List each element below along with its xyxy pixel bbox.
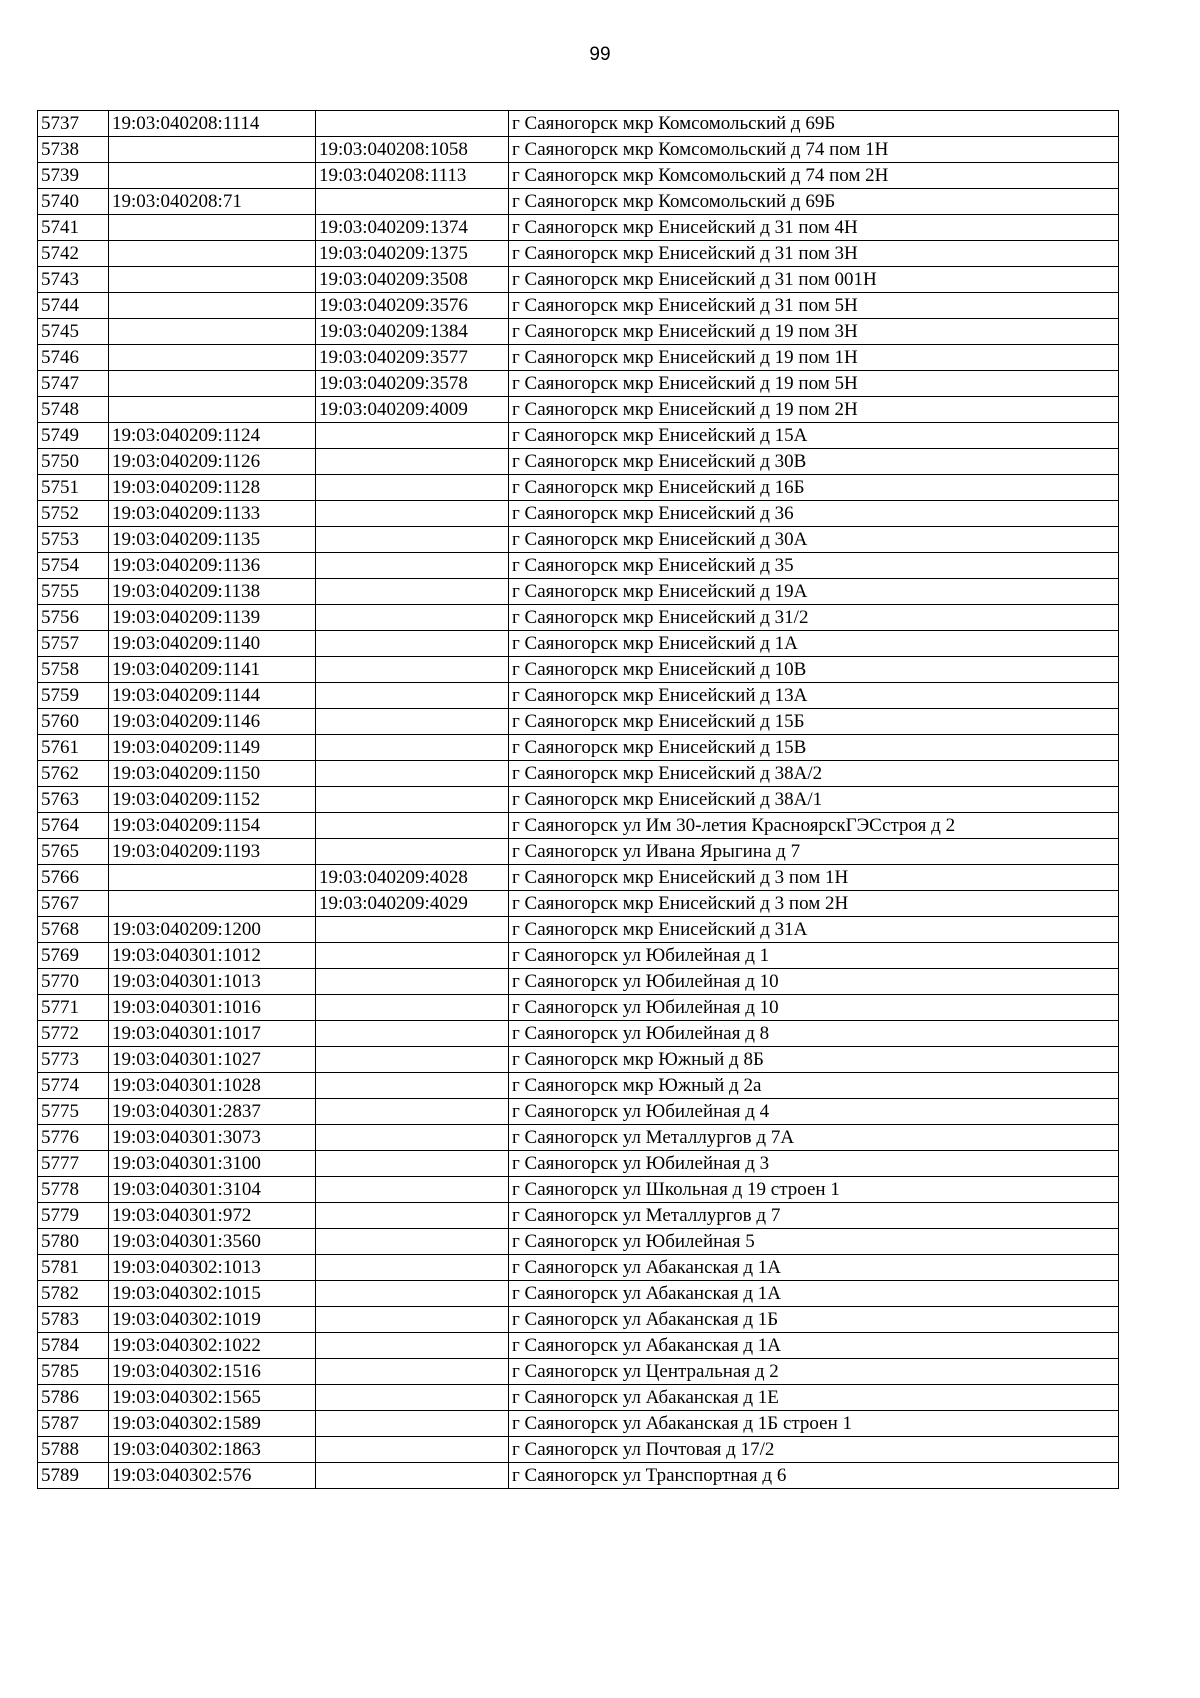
table-row <box>38 709 1119 735</box>
room-cadastral-number-cell <box>316 1203 509 1229</box>
address-cell: г Саяногорск мкр Енисейский д 19А <box>509 579 1119 605</box>
room-cadastral-number-cell <box>316 501 509 527</box>
cadastral-number-cell: 19:03:040209:1136 <box>109 553 316 579</box>
address-cell: г Саяногорск мкр Енисейский д 3 пом 1Н <box>509 865 1119 891</box>
table-row <box>38 293 1119 319</box>
cadastral-number-cell <box>109 293 316 319</box>
table-row <box>38 1151 1119 1177</box>
room-cadastral-number-cell <box>316 735 509 761</box>
row-number-cell: 5783 <box>38 1307 109 1333</box>
address-cell: г Саяногорск ул Юбилейная 5 <box>509 1229 1119 1255</box>
address-cell: г Саяногорск мкр Енисейский д 15В <box>509 735 1119 761</box>
address-cell: г Саяногорск ул Металлургов д 7 <box>509 1203 1119 1229</box>
table-row <box>38 1411 1119 1437</box>
row-number-cell: 5770 <box>38 969 109 995</box>
row-number-cell: 5786 <box>38 1385 109 1411</box>
address-cell: г Саяногорск мкр Енисейский д 15Б <box>509 709 1119 735</box>
address-cell: г Саяногорск ул Абаканская д 1Е <box>509 1385 1119 1411</box>
room-cadastral-number-cell <box>316 995 509 1021</box>
table-row <box>38 449 1119 475</box>
cadastral-number-cell <box>109 241 316 267</box>
room-cadastral-number-cell <box>316 813 509 839</box>
table-row <box>38 345 1119 371</box>
cadastral-number-cell: 19:03:040209:1193 <box>109 839 316 865</box>
row-number-cell: 5749 <box>38 423 109 449</box>
room-cadastral-number-cell <box>316 1125 509 1151</box>
cadastral-number-cell: 19:03:040301:1016 <box>109 995 316 1021</box>
row-number-cell: 5769 <box>38 943 109 969</box>
row-number-cell: 5755 <box>38 579 109 605</box>
room-cadastral-number-cell <box>316 1333 509 1359</box>
table-row <box>38 1047 1119 1073</box>
row-number-cell: 5785 <box>38 1359 109 1385</box>
row-number-cell: 5741 <box>38 215 109 241</box>
row-number-cell: 5758 <box>38 657 109 683</box>
room-cadastral-number-cell <box>316 1281 509 1307</box>
room-cadastral-number-cell <box>316 1047 509 1073</box>
room-cadastral-number-cell <box>316 1177 509 1203</box>
room-cadastral-number-cell <box>316 1021 509 1047</box>
address-cell: г Саяногорск мкр Енисейский д 1А <box>509 631 1119 657</box>
cadastral-number-cell: 19:03:040209:1150 <box>109 761 316 787</box>
address-cell: г Саяногорск ул Абаканская д 1А <box>509 1255 1119 1281</box>
room-cadastral-number-cell <box>316 1411 509 1437</box>
cadastral-number-cell: 19:03:040301:3100 <box>109 1151 316 1177</box>
room-cadastral-number-cell <box>316 787 509 813</box>
row-number-cell: 5761 <box>38 735 109 761</box>
room-cadastral-number-cell <box>316 449 509 475</box>
row-number-cell: 5737 <box>38 111 109 137</box>
cadastral-number-cell: 19:03:040209:1200 <box>109 917 316 943</box>
row-number-cell: 5750 <box>38 449 109 475</box>
table-row <box>38 111 1119 137</box>
address-cell: г Саяногорск мкр Енисейский д 35 <box>509 553 1119 579</box>
cadastral-number-cell: 19:03:040209:1133 <box>109 501 316 527</box>
cadastral-number-cell: 19:03:040209:1135 <box>109 527 316 553</box>
row-number-cell: 5771 <box>38 995 109 1021</box>
room-cadastral-number-cell <box>316 605 509 631</box>
room-cadastral-number-cell <box>316 709 509 735</box>
cadastral-number-cell <box>109 267 316 293</box>
row-number-cell: 5775 <box>38 1099 109 1125</box>
row-number-cell: 5768 <box>38 917 109 943</box>
row-number-cell: 5773 <box>38 1047 109 1073</box>
room-cadastral-number-cell <box>316 553 509 579</box>
address-cell: г Саяногорск мкр Енисейский д 19 пом 3Н <box>509 319 1119 345</box>
table-row <box>38 1281 1119 1307</box>
row-number-cell: 5764 <box>38 813 109 839</box>
cadastral-number-cell <box>109 865 316 891</box>
row-number-cell: 5772 <box>38 1021 109 1047</box>
table-row <box>38 995 1119 1021</box>
address-cell: г Саяногорск ул Транспортная д 6 <box>509 1463 1119 1489</box>
address-cell: г Саяногорск мкр Енисейский д 19 пом 1Н <box>509 345 1119 371</box>
row-number-cell: 5738 <box>38 137 109 163</box>
room-cadastral-number-cell <box>316 943 509 969</box>
row-number-cell: 5780 <box>38 1229 109 1255</box>
cadastral-number-cell <box>109 215 316 241</box>
table-row <box>38 891 1119 917</box>
cadastral-number-cell: 19:03:040209:1149 <box>109 735 316 761</box>
room-cadastral-number-cell <box>316 1463 509 1489</box>
row-number-cell: 5752 <box>38 501 109 527</box>
cadastral-number-cell: 19:03:040302:1015 <box>109 1281 316 1307</box>
address-cell: г Саяногорск ул Абаканская д 1А <box>509 1281 1119 1307</box>
row-number-cell: 5766 <box>38 865 109 891</box>
address-cell: г Саяногорск ул Абаканская д 1Б <box>509 1307 1119 1333</box>
room-cadastral-number-cell: 19:03:040209:3578 <box>316 371 509 397</box>
table-row <box>38 553 1119 579</box>
address-cell: г Саяногорск ул Им 30-летия КрасноярскГЭСстроя д 2 <box>509 813 1119 839</box>
table-row <box>38 371 1119 397</box>
cadastral-number-cell: 19:03:040209:1152 <box>109 787 316 813</box>
address-cell: г Саяногорск ул Юбилейная д 8 <box>509 1021 1119 1047</box>
address-cell: г Саяногорск мкр Комсомольский д 74 пом 2Н <box>509 163 1119 189</box>
table-row <box>38 605 1119 631</box>
table-row <box>38 865 1119 891</box>
cadastral-number-cell: 19:03:040301:1012 <box>109 943 316 969</box>
row-number-cell: 5778 <box>38 1177 109 1203</box>
room-cadastral-number-cell: 19:03:040209:4009 <box>316 397 509 423</box>
table-row <box>38 1021 1119 1047</box>
address-cell: г Саяногорск мкр Енисейский д 31 пом 5Н <box>509 293 1119 319</box>
table-row <box>38 163 1119 189</box>
cadastral-number-cell: 19:03:040209:1154 <box>109 813 316 839</box>
address-cell: г Саяногорск мкр Комсомольский д 69Б <box>509 111 1119 137</box>
address-cell: г Саяногорск мкр Енисейский д 3 пом 2Н <box>509 891 1119 917</box>
table-row <box>38 527 1119 553</box>
room-cadastral-number-cell <box>316 761 509 787</box>
room-cadastral-number-cell: 19:03:040209:4029 <box>316 891 509 917</box>
cadastral-number-cell: 19:03:040302:1863 <box>109 1437 316 1463</box>
row-number-cell: 5777 <box>38 1151 109 1177</box>
address-cell: г Саяногорск ул Юбилейная д 4 <box>509 1099 1119 1125</box>
cadastral-number-cell: 19:03:040302:1013 <box>109 1255 316 1281</box>
table-row <box>38 1099 1119 1125</box>
table-row <box>38 943 1119 969</box>
row-number-cell: 5781 <box>38 1255 109 1281</box>
address-cell: г Саяногорск ул Абаканская д 1А <box>509 1333 1119 1359</box>
cadastral-number-cell: 19:03:040301:3073 <box>109 1125 316 1151</box>
cadastral-number-cell: 19:03:040209:1144 <box>109 683 316 709</box>
row-number-cell: 5763 <box>38 787 109 813</box>
room-cadastral-number-cell <box>316 839 509 865</box>
table-row <box>38 917 1119 943</box>
table-row <box>38 1177 1119 1203</box>
table-row <box>38 683 1119 709</box>
table-row <box>38 1203 1119 1229</box>
address-cell: г Саяногорск ул Ивана Ярыгина д 7 <box>509 839 1119 865</box>
room-cadastral-number-cell: 19:03:040209:3576 <box>316 293 509 319</box>
row-number-cell: 5787 <box>38 1411 109 1437</box>
row-number-cell: 5784 <box>38 1333 109 1359</box>
room-cadastral-number-cell <box>316 1151 509 1177</box>
cadastral-number-cell: 19:03:040301:1027 <box>109 1047 316 1073</box>
row-number-cell: 5756 <box>38 605 109 631</box>
table-row <box>38 475 1119 501</box>
address-cell: г Саяногорск мкр Енисейский д 15А <box>509 423 1119 449</box>
cadastral-number-cell <box>109 891 316 917</box>
room-cadastral-number-cell <box>316 1073 509 1099</box>
table-row <box>38 839 1119 865</box>
cadastral-number-cell: 19:03:040302:1516 <box>109 1359 316 1385</box>
row-number-cell: 5744 <box>38 293 109 319</box>
address-cell: г Саяногорск мкр Енисейский д 31 пом 4Н <box>509 215 1119 241</box>
room-cadastral-number-cell <box>316 527 509 553</box>
address-cell: г Саяногорск мкр Енисейский д 16Б <box>509 475 1119 501</box>
table-row <box>38 501 1119 527</box>
address-cell: г Саяногорск мкр Енисейский д 19 пом 2Н <box>509 397 1119 423</box>
room-cadastral-number-cell <box>316 1229 509 1255</box>
table-row <box>38 137 1119 163</box>
table-row <box>38 423 1119 449</box>
room-cadastral-number-cell <box>316 1385 509 1411</box>
room-cadastral-number-cell <box>316 1099 509 1125</box>
address-cell: г Саяногорск ул Юбилейная д 10 <box>509 995 1119 1021</box>
row-number-cell: 5779 <box>38 1203 109 1229</box>
room-cadastral-number-cell <box>316 423 509 449</box>
row-number-cell: 5765 <box>38 839 109 865</box>
room-cadastral-number-cell: 19:03:040209:4028 <box>316 865 509 891</box>
room-cadastral-number-cell: 19:03:040209:1375 <box>316 241 509 267</box>
cadastral-number-cell: 19:03:040301:1013 <box>109 969 316 995</box>
table-row <box>38 761 1119 787</box>
address-cell: г Саяногорск мкр Енисейский д 19 пом 5Н <box>509 371 1119 397</box>
address-cell: г Саяногорск ул Юбилейная д 3 <box>509 1151 1119 1177</box>
room-cadastral-number-cell <box>316 189 509 215</box>
row-number-cell: 5788 <box>38 1437 109 1463</box>
table-row <box>38 1437 1119 1463</box>
room-cadastral-number-cell: 19:03:040209:1374 <box>316 215 509 241</box>
registry-table-body <box>38 111 1119 1489</box>
room-cadastral-number-cell <box>316 631 509 657</box>
table-row <box>38 1255 1119 1281</box>
table-row <box>38 787 1119 813</box>
cadastral-number-cell <box>109 319 316 345</box>
cadastral-number-cell: 19:03:040302:1019 <box>109 1307 316 1333</box>
room-cadastral-number-cell: 19:03:040209:1384 <box>316 319 509 345</box>
table-row <box>38 1229 1119 1255</box>
room-cadastral-number-cell <box>316 579 509 605</box>
address-cell: г Саяногорск ул Абаканская д 1Б строен 1 <box>509 1411 1119 1437</box>
address-cell: г Саяногорск мкр Комсомольский д 74 пом 1Н <box>509 137 1119 163</box>
room-cadastral-number-cell <box>316 683 509 709</box>
table-row <box>38 631 1119 657</box>
table-row <box>38 1125 1119 1151</box>
address-cell: г Саяногорск ул Металлургов д 7А <box>509 1125 1119 1151</box>
cadastral-number-cell <box>109 163 316 189</box>
cadastral-number-cell: 19:03:040209:1141 <box>109 657 316 683</box>
cadastral-number-cell: 19:03:040209:1126 <box>109 449 316 475</box>
address-cell: г Саяногорск мкр Енисейский д 10В <box>509 657 1119 683</box>
row-number-cell: 5760 <box>38 709 109 735</box>
table-row <box>38 657 1119 683</box>
address-cell: г Саяногорск ул Школьная д 19 строен 1 <box>509 1177 1119 1203</box>
room-cadastral-number-cell <box>316 1359 509 1385</box>
cadastral-number-cell: 19:03:040209:1128 <box>109 475 316 501</box>
cadastral-number-cell: 19:03:040302:1565 <box>109 1385 316 1411</box>
cadastral-number-cell: 19:03:040209:1139 <box>109 605 316 631</box>
cadastral-number-cell: 19:03:040209:1138 <box>109 579 316 605</box>
cadastral-number-cell: 19:03:040301:972 <box>109 1203 316 1229</box>
row-number-cell: 5743 <box>38 267 109 293</box>
table-row <box>38 813 1119 839</box>
table-row <box>38 215 1119 241</box>
table-row <box>38 969 1119 995</box>
cadastral-number-cell: 19:03:040302:1022 <box>109 1333 316 1359</box>
cadastral-number-cell: 19:03:040302:1589 <box>109 1411 316 1437</box>
room-cadastral-number-cell <box>316 657 509 683</box>
cadastral-number-cell: 19:03:040209:1124 <box>109 423 316 449</box>
cadastral-number-cell <box>109 137 316 163</box>
table-row <box>38 735 1119 761</box>
row-number-cell: 5748 <box>38 397 109 423</box>
cadastral-number-cell: 19:03:040301:2837 <box>109 1099 316 1125</box>
room-cadastral-number-cell: 19:03:040209:3577 <box>316 345 509 371</box>
address-cell: г Саяногорск ул Почтовая д 17/2 <box>509 1437 1119 1463</box>
address-cell: г Саяногорск ул Юбилейная д 10 <box>509 969 1119 995</box>
row-number-cell: 5753 <box>38 527 109 553</box>
table-row <box>38 241 1119 267</box>
room-cadastral-number-cell <box>316 1307 509 1333</box>
room-cadastral-number-cell <box>316 1255 509 1281</box>
row-number-cell: 5742 <box>38 241 109 267</box>
room-cadastral-number-cell <box>316 969 509 995</box>
address-cell: г Саяногорск мкр Енисейский д 31/2 <box>509 605 1119 631</box>
room-cadastral-number-cell: 19:03:040208:1113 <box>316 163 509 189</box>
table-row <box>38 1385 1119 1411</box>
row-number-cell: 5762 <box>38 761 109 787</box>
cadastral-number-cell: 19:03:040302:576 <box>109 1463 316 1489</box>
room-cadastral-number-cell: 19:03:040208:1058 <box>316 137 509 163</box>
address-cell: г Саяногорск мкр Южный д 2а <box>509 1073 1119 1099</box>
address-cell: г Саяногорск мкр Енисейский д 30А <box>509 527 1119 553</box>
address-cell: г Саяногорск мкр Енисейский д 13А <box>509 683 1119 709</box>
cadastral-number-cell: 19:03:040209:1146 <box>109 709 316 735</box>
cadastral-number-cell <box>109 345 316 371</box>
room-cadastral-number-cell <box>316 475 509 501</box>
row-number-cell: 5747 <box>38 371 109 397</box>
registry-table <box>37 110 1119 1489</box>
address-cell: г Саяногорск мкр Енисейский д 36 <box>509 501 1119 527</box>
cadastral-number-cell: 19:03:040209:1140 <box>109 631 316 657</box>
address-cell: г Саяногорск мкр Енисейский д 38А/1 <box>509 787 1119 813</box>
row-number-cell: 5754 <box>38 553 109 579</box>
table-row <box>38 189 1119 215</box>
cadastral-number-cell: 19:03:040208:1114 <box>109 111 316 137</box>
row-number-cell: 5759 <box>38 683 109 709</box>
table-row <box>38 1333 1119 1359</box>
address-cell: г Саяногорск мкр Южный д 8Б <box>509 1047 1119 1073</box>
cadastral-number-cell <box>109 397 316 423</box>
table-row <box>38 1073 1119 1099</box>
address-cell: г Саяногорск мкр Енисейский д 31 пом 001Н <box>509 267 1119 293</box>
table-row <box>38 579 1119 605</box>
row-number-cell: 5746 <box>38 345 109 371</box>
table-row <box>38 267 1119 293</box>
row-number-cell: 5767 <box>38 891 109 917</box>
address-cell: г Саяногорск мкр Енисейский д 31А <box>509 917 1119 943</box>
page-number: 99 <box>589 44 611 65</box>
row-number-cell: 5740 <box>38 189 109 215</box>
address-cell: г Саяногорск мкр Комсомольский д 69Б <box>509 189 1119 215</box>
address-cell: г Саяногорск ул Юбилейная д 1 <box>509 943 1119 969</box>
table-row <box>38 397 1119 423</box>
row-number-cell: 5739 <box>38 163 109 189</box>
row-number-cell: 5782 <box>38 1281 109 1307</box>
table-row <box>38 1307 1119 1333</box>
address-cell: г Саяногорск ул Центральная д 2 <box>509 1359 1119 1385</box>
row-number-cell: 5789 <box>38 1463 109 1489</box>
address-cell: г Саяногорск мкр Енисейский д 30В <box>509 449 1119 475</box>
room-cadastral-number-cell <box>316 917 509 943</box>
room-cadastral-number-cell: 19:03:040209:3508 <box>316 267 509 293</box>
row-number-cell: 5751 <box>38 475 109 501</box>
cadastral-number-cell: 19:03:040301:1017 <box>109 1021 316 1047</box>
cadastral-number-cell: 19:03:040301:3104 <box>109 1177 316 1203</box>
cadastral-number-cell: 19:03:040208:71 <box>109 189 316 215</box>
row-number-cell: 5776 <box>38 1125 109 1151</box>
cadastral-number-cell <box>109 371 316 397</box>
cadastral-number-cell: 19:03:040301:1028 <box>109 1073 316 1099</box>
row-number-cell: 5774 <box>38 1073 109 1099</box>
cadastral-number-cell: 19:03:040301:3560 <box>109 1229 316 1255</box>
room-cadastral-number-cell <box>316 1437 509 1463</box>
address-cell: г Саяногорск мкр Енисейский д 38А/2 <box>509 761 1119 787</box>
table-row <box>38 1463 1119 1489</box>
table-row <box>38 319 1119 345</box>
address-cell: г Саяногорск мкр Енисейский д 31 пом 3Н <box>509 241 1119 267</box>
row-number-cell: 5757 <box>38 631 109 657</box>
room-cadastral-number-cell <box>316 111 509 137</box>
table-row <box>38 1359 1119 1385</box>
row-number-cell: 5745 <box>38 319 109 345</box>
